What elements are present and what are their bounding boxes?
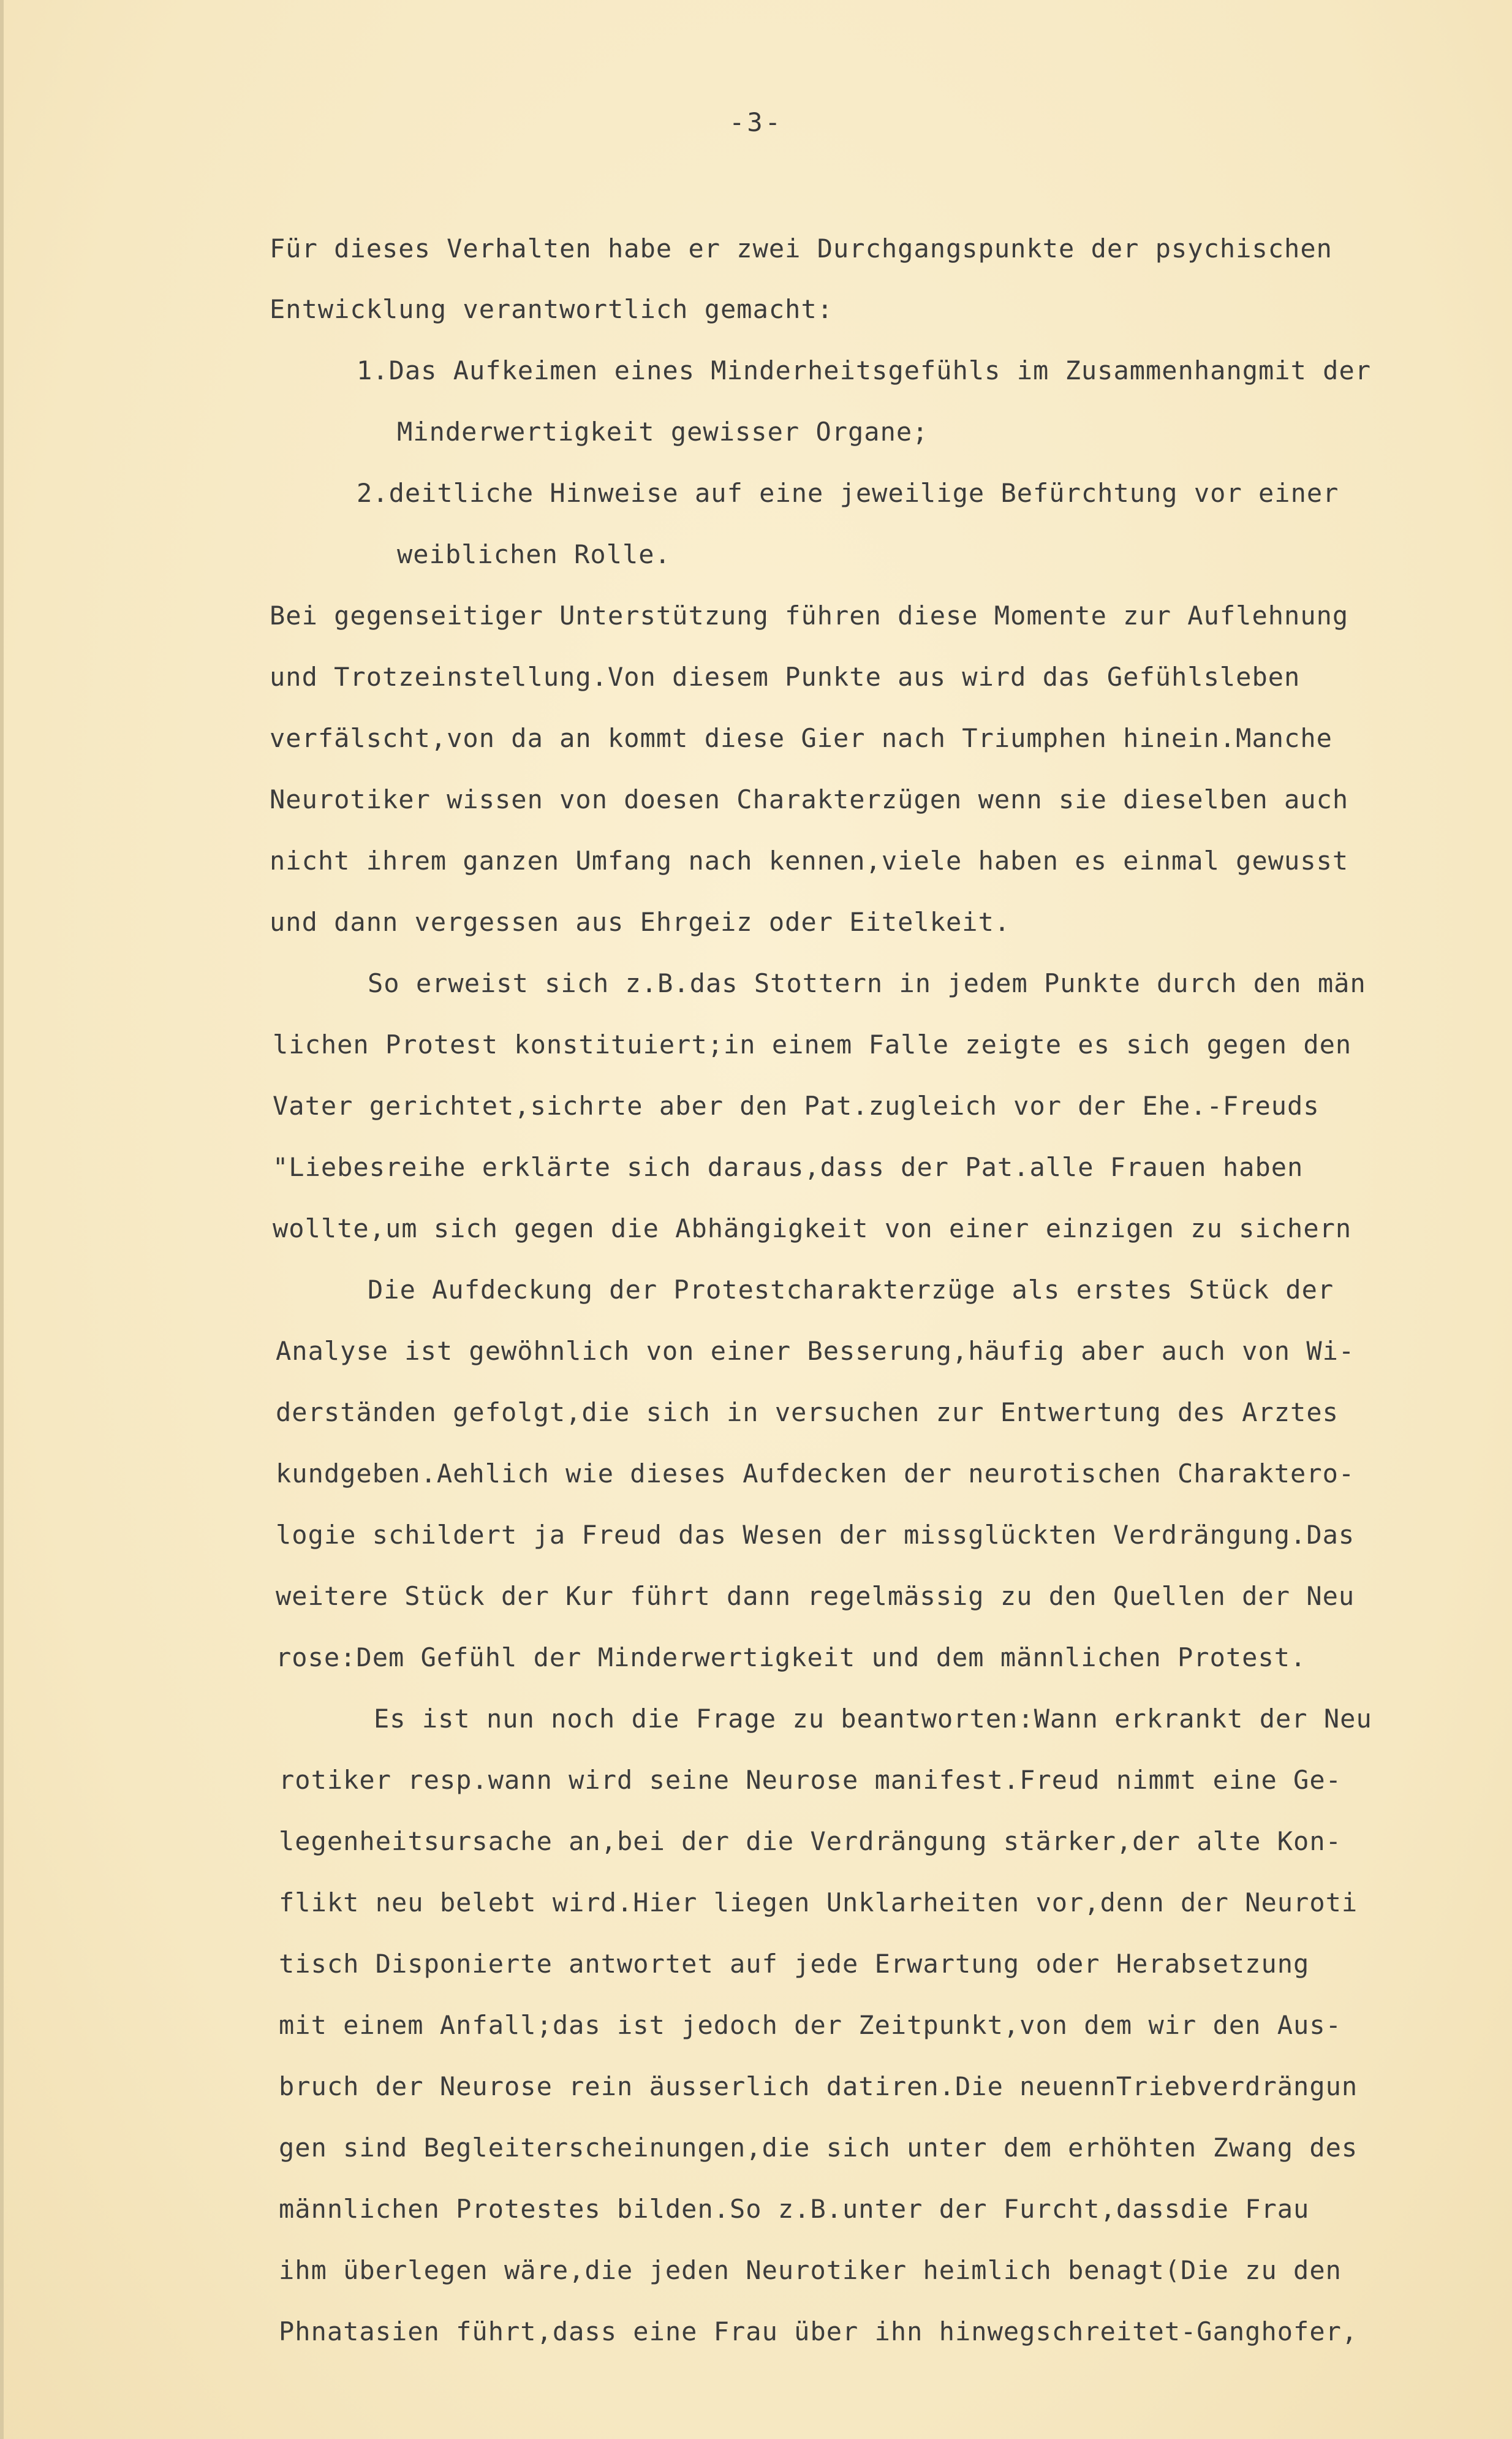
text-line: gen sind Begleiterscheinungen,die sich unter dem erhöhten Zwang des <box>279 2133 1358 2163</box>
text-line: flikt neu belebt wird.Hier liegen Unklarheiten vor,denn der Neuroti <box>279 1887 1358 1917</box>
page-number: -3- <box>729 107 783 137</box>
text-line: mit einem Anfall;das ist jedoch der Zeitpunkt,von dem wir den Aus- <box>279 2010 1342 2040</box>
text-line: Für dieses Verhalten habe er zwei Durchgangspunkte der psychischen <box>270 233 1332 264</box>
text-line: und dann vergessen aus Ehrgeiz oder Eitelkeit. <box>270 907 1011 937</box>
text-line: Die Aufdeckung der Protestcharakterzüge als erstes Stück der <box>368 1275 1334 1305</box>
text-line: rose:Dem Gefühl der Minderwertigkeit und dem männlichen Protest. <box>276 1642 1307 1672</box>
text-line: 2.deitliche Hinweise auf eine jeweilige Befürchtung vor einer <box>357 478 1339 508</box>
text-line: kundgeben.Aehlich wie dieses Aufdecken der neurotischen Charaktero- <box>276 1458 1355 1489</box>
text-line: und Trotzeinstellung.Von diesem Punkte aus wird das Gefühlsleben <box>270 662 1301 692</box>
text-line: Entwicklung verantwortlich gemacht: <box>270 294 834 324</box>
text-line: derständen gefolgt,die sich in versuchen zur Entwertung des Arztes <box>276 1397 1339 1427</box>
text-line: Bei gegenseitiger Unterstützung führen diese Momente zur Auflehnung <box>270 601 1349 631</box>
text-line: Analyse ist gewöhnlich von einer Besserung,häufig aber auch von Wi- <box>276 1336 1355 1366</box>
text-line: verfälscht,von da an kommt diese Gier nach Triumphen hinein.Manche <box>270 723 1332 753</box>
text-line: weitere Stück der Kur führt dann regelmässig zu den Quellen der Neu <box>276 1581 1355 1611</box>
text-line: So erweist sich z.B.das Stottern in jedem Punkte durch den män <box>368 968 1366 998</box>
text-line: bruch der Neurose rein äusserlich datiren.Die neuennTriebverdrängun <box>279 2071 1358 2101</box>
text-line: ihm überlegen wäre,die jeden Neurotiker heimlich benagt(Die zu den <box>279 2255 1342 2285</box>
text-line: rotiker resp.wann wird seine Neurose manifest.Freud nimmt eine Ge- <box>279 1765 1342 1795</box>
text-line: logie schildert ja Freud das Wesen der missglückten Verdrängung.Das <box>276 1520 1355 1550</box>
text-line: Phnatasien führt,dass eine Frau über ihn hinwegschreitet-Ganghofer, <box>279 2316 1358 2346</box>
text-line: männlichen Protestes bilden.So z.B.unter der Furcht,dassdie Frau <box>279 2194 1310 2224</box>
text-line: Minderwertigkeit gewisser Organe; <box>397 417 929 447</box>
text-line: Neurotiker wissen von doesen Charakterzügen wenn sie dieselben auch <box>270 784 1349 814</box>
text-line: wollte,um sich gegen die Abhängigkeit von einer einzigen zu sichern <box>273 1213 1352 1243</box>
text-line: lichen Protest konstituiert;in einem Falle zeigte es sich gegen den <box>273 1030 1352 1060</box>
text-line: weiblichen Rolle. <box>397 539 671 569</box>
text-line: Vater gerichtet,sichrte aber den Pat.zugleich vor der Ehe.-Freuds <box>273 1091 1320 1121</box>
text-line: 1.Das Aufkeimen eines Minderheitsgefühls im Zusammenhangmit der <box>357 355 1372 385</box>
text-line: legenheitsursache an,bei der die Verdrängung stärker,der alte Kon- <box>279 1826 1342 1856</box>
text-line: "Liebesreihe erklärte sich daraus,dass der Pat.alle Frauen haben <box>273 1152 1304 1182</box>
text-line: nicht ihrem ganzen Umfang nach kennen,viele haben es einmal gewusst <box>270 846 1349 876</box>
text-line: tisch Disponierte antwortet auf jede Erwartung oder Herabsetzung <box>279 1949 1310 1979</box>
text-line: Es ist nun noch die Frage zu beantworten:Wann erkrankt der Neu <box>374 1704 1372 1734</box>
